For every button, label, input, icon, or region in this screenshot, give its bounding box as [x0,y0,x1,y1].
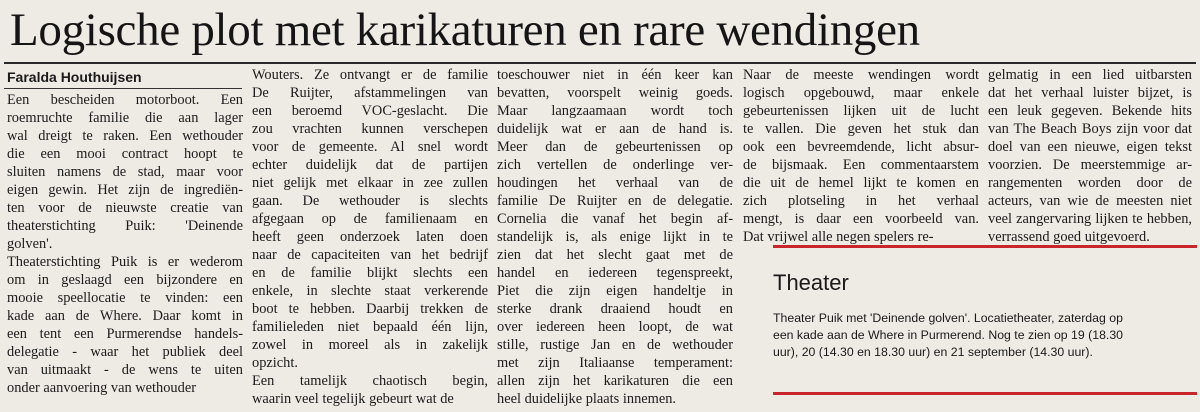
article-line: eigen gewin. Het zijn de ingrediën- [7,182,243,198]
article-line: ook een bevreemdende, licht absur- [743,139,979,155]
infobox-bottom-rule [773,392,1197,395]
article-line: sterke drank draaiend houdt en [497,301,733,317]
article-line: voor de gemeente. Al snel wordt [252,139,488,155]
article-line: niet gelijk met elkaar in zee zullen [252,175,488,191]
article-line: wal dreigt te raken. Een wethouder [7,128,243,144]
article-line: standelijk is, als enige lijkt in te [497,229,733,245]
article-line: Cornelia die vanaf het begin af- [497,211,733,227]
article-line: die een mooi contract hoopt te [7,146,243,162]
article-line: mengt, is daar een voorbeeld van. [743,211,979,227]
article-line: sluiten namens de stad, maar voor [7,164,243,180]
article-line: familieleden niet bepaald één lijn, [252,319,488,335]
article-line: die uit de hemel lijkt te komen en [743,175,979,191]
headline-rule [4,62,1196,64]
article-line: toeschouwer niet in één keer kan [497,67,733,83]
article-line: De Ruijter, afstammelingen van [252,85,488,101]
headline: Logische plot met karikaturen en rare wendingen [10,4,920,56]
article-line: over iedereen heen loopt, de wat [497,319,733,335]
article-line: theaterstichting Puik: 'Deinende [7,218,243,234]
article-line: rangementen worden door de [988,175,1192,191]
article-line: zich vertellen de onderlinge ver- [497,157,733,173]
article-line: veel zangervaring lijken te hebben, [988,211,1192,227]
article-line: naar de capaciteiten van het bedrijf [252,247,488,263]
article-line: van The Beach Boys zijn voor dat [988,121,1192,137]
article-line: Theaterstichting Puik is er wederom [7,254,243,270]
article-line: zich plotseling in het verhaal [743,193,979,209]
article-line: roemruchte familie die aan lager [7,110,243,126]
infobox-text [773,310,1197,361]
article-line: Piet die zijn eigen handeltje in [497,283,733,299]
article-line: een leuk gegeven. Bekende hits [988,103,1192,119]
infobox-top-rule [773,245,1197,248]
article-line: gaan. De wethouder is slechts [252,193,488,209]
article-column-1 [7,91,243,397]
article-line: om in geslaagd een bijzondere en [7,272,243,288]
article-column-4 [743,66,979,246]
article-line: de bijsmaak. Een commentaarstem [743,157,979,173]
article-line: zien dat het slecht gaat met de [497,247,733,263]
article-column-2 [252,66,488,408]
infobox-line: Theater Puik met 'Deinende golven'. Locatietheater, zaterdag op [773,311,1123,325]
article-line: zowel in moreel als in zakelijk [252,337,488,353]
article-line: allen zijn het karikaturen die een [497,373,733,389]
article-line: logisch opgebouwd, maar enkele [743,85,979,101]
article-line: van uitmaakt - de wens te uiten [7,362,243,378]
article-column-5 [988,66,1192,246]
byline-rule [4,88,242,89]
article-line: gelmatig in een lied uitbarsten [988,67,1192,83]
article-line: verrassend goed uitgevoerd. [988,229,1150,245]
article-line: boot te hebben. Daarbij trekken de [252,301,488,317]
article-line: Maar langzaamaan wordt toch [497,103,733,119]
infobox-title: Theater [773,270,849,295]
article-line: handel en iedereen tegenspreekt, [497,265,733,281]
infobox-line: een kade aan de Where in Purmerend. Nog te zien op 19 (18.30 [773,328,1124,342]
article-line: mooie speellocatie te vinden: een [7,290,243,306]
article-line: voorzien. De meerstemmige ar- [988,157,1192,173]
article-line: Naar de meeste wendingen wordt [743,67,979,83]
article-line: houdingen het verhaal van de [497,175,733,191]
article-line: echter duidelijk dat de partijen [252,157,488,173]
article-line: doel van een nieuwe, eigen tekst [988,139,1192,155]
infobox-line: uur), 20 (14.30 en 18.30 uur) en 21 september (14.30 uur). [773,345,1093,359]
article-line: acteurs, van wie de meesten niet [988,193,1192,209]
article-column-3 [497,66,733,408]
article-line: een tent een Purmerendse handels- [7,326,243,342]
article-line: gebeurtenissen lijken uit de lucht [743,103,979,119]
article-line: te vallen. Die geven het stuk dan [743,121,979,137]
article-line: opzicht. [252,355,298,371]
article-line: zou vrachten kunnen verschepen [252,121,488,137]
article-line: een beroemd VOC-geslacht. Die [252,103,488,119]
byline: Faralda Houthuijsen [7,69,142,85]
article-line: duidelijk wat er aan de hand is. [497,121,733,137]
article-line: heel duidelijke plaats innemen. [497,391,677,407]
article-line: kade aan de Where. Daar komt in [7,308,243,324]
article-line: ten voor de nieuwste creatie van [7,200,243,216]
article-line: met zijn Italiaanse temperament: [497,355,733,371]
article-line: afgegaan op de familienaam en [252,211,488,227]
article-line: Een bescheiden motorboot. Een [7,92,243,108]
article-line: Dat vrijwel alle negen spelers re- [743,229,934,245]
article-line: Wouters. Ze ontvangt er de familie [252,67,488,83]
article-line: Een tamelijk chaotisch begin, [252,373,488,389]
article-line: Meer dan de gebeurtenissen op [497,139,733,155]
article-line: onder aanvoering van wethouder [7,380,197,396]
article-line: stille, rustige Jan en de wethouder [497,337,733,353]
article-line: waarin veel tegelijk gebeurt wat de [252,391,454,407]
article-line: golven'. [7,236,53,252]
article-line: enkele, in slechte staat verkerende [252,283,488,299]
article-line: heeft geen onderzoek laten doen [252,229,488,245]
article-line: dat het verhaal luister bijzet, is [988,85,1192,101]
article-line: familie De Ruijter en de delegatie. [497,193,733,209]
article-line: en de familie blijkt slechts een [252,265,488,281]
article-line: bevatten, voorspelt weinig goeds. [497,85,733,101]
article-line: delegatie - waar het publiek deel [7,344,243,360]
